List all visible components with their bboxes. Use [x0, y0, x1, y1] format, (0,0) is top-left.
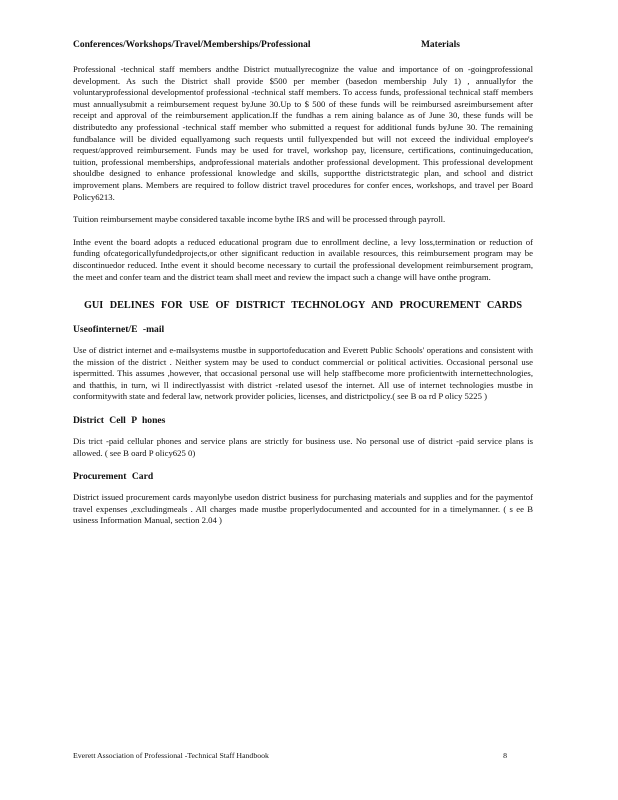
paragraph-professional-development: Professional -technical staff members andthe District mutuallyrecognize the value and importance of on -goingprofessional development. As such the District shall provide $500 per member (basedon membership July 1) , annuallyfor the voluntaryprofessional developmentof professional -technical staff members. To access funds, professional technical staff members must annuallysubmit a reimbursement request byJune 30.Up to $ 500 of these funds will be reimbursed asreimbursement after receipt and approval of the reimbursement application.If the fundhas a rem aining balance as of June 30, these funds will be distributedto any professional -technical staff member who submitted a request for additional funds byJune 30. The remaining fundbalance will be divided equallyamong such requests until fullyexpended but will not exceed the individual employee's request/approved reimbursement. Funds may be used for travel, workshop pay, licensure, certifications, continuingeducation, tuition, professional memberships, andprofessional materials andother professional development. This professional development shouldbe designed to enhance professional knowledge and skills, supportthe districtstrategic plan, and school and district improvement plans. Members are required to follow district travel procedures for confer ences, workshops, and travel per Board Policy6213.: [73, 64, 533, 202]
page-footer: [73, 751, 507, 760]
internet-paragraph: Use of district internet and e-mailsystems mustbe in supportofeducation and Everett Public Schools' operations and consistent with the mission of the district . Neither system may be used to conduct commercial or political activities. Occasional personal use ispermitted. This assumes ,however, that occasional personal use will help staffbecome more proficientwith internettechnologies, and thatthis, in turn, wi ll indirectlyassist with district -related usesof the internet. All use of internet technologies mustbe in conformitywith state and federal law, network provider policies, licenses, and districtpolicy.( see B oa rd P olicy 5225 ): [73, 345, 533, 402]
section-header: [73, 40, 533, 50]
page-number: 8: [503, 751, 507, 760]
footer-title: Everett Association of Professional -Technical Staff Handbook: [73, 751, 269, 760]
procurement-heading: Procurement Card: [73, 471, 154, 483]
section-header-left: Conferences/Workshops/Travel/Memberships/Professional: [73, 40, 311, 50]
section-header-right: Materials: [420, 40, 460, 50]
document-page: [73, 40, 533, 527]
guidelines-title: GUI DELINES FOR USE OF DISTRICT TECHNOLOGY AND PROCUREMENT CARDS: [83, 300, 522, 312]
cell-phones-paragraph: Dis trict -paid cellular phones and service plans are strictly for business use. No personal use of district -paid service plans is allowed. ( see B oard P olicy625 0): [73, 436, 533, 458]
internet-heading: Useofinternet/E -mail: [73, 324, 165, 336]
cell-phones-heading: District Cell P hones: [73, 415, 166, 427]
paragraph-reduction: Inthe event the board adopts a reduced educational program due to enrollment decline, a levy loss,termination or reduction of funding ofcategoricallyfundedprojects,or other significant reduction in available resources, this reimbursement program may be discontinuedor reduced. Inthe event it should become necessary to curtail the professional development reimbursement program, the meet and confer team and the district team shall meet and review the impact such a change will have onthe program.: [73, 236, 533, 282]
procurement-paragraph: District issued procurement cards mayonlybe usedon district business for purchasing materials and supplies and for the paymentof travel expenses ,excludingmeals . All charges made mustbe properlydocumented and accounted for in a timelymanner. ( s ee B usiness Information Manual, section 2.04 ): [73, 492, 533, 526]
paragraph-tuition: Tuition reimbursement maybe considered taxable income bythe IRS and will be processed through payroll.: [73, 214, 446, 225]
